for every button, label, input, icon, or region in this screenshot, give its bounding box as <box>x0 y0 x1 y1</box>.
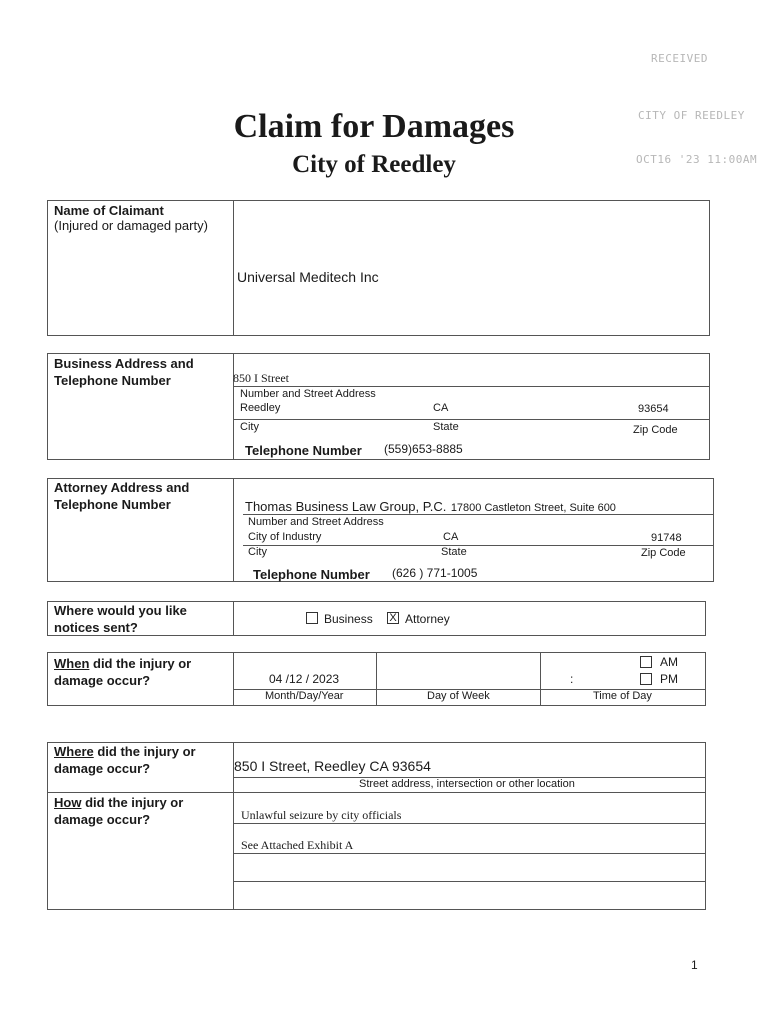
location-caption: Street address, intersection or other location <box>359 778 575 790</box>
notices-label-2: notices sent? <box>54 620 138 635</box>
page-subtitle: City of Reedley <box>292 151 456 178</box>
attorney-option-label: Attorney <box>405 612 450 626</box>
business-zip-caption: Zip Code <box>633 424 678 436</box>
when-word: When <box>54 656 90 671</box>
received-stamp: RECEIVED <box>651 52 708 65</box>
attorney-label-2: Telephone Number <box>54 497 171 512</box>
time-separator: : <box>570 672 574 686</box>
day-of-week-caption: Day of Week <box>427 690 490 702</box>
where-label-2: damage occur? <box>54 761 151 776</box>
how-line-2[interactable]: See Attached Exhibit A <box>241 838 354 852</box>
page-title: Claim for Damages <box>233 108 515 145</box>
attorney-firm[interactable]: Thomas Business Law Group, P.C. <box>245 499 447 514</box>
where-label-1 <box>54 743 196 760</box>
page-number: 1 <box>691 958 698 972</box>
city-stamp: CITY OF REEDLEY <box>638 109 745 122</box>
attorney-phone[interactable]: (626 ) 771-1005 <box>392 566 478 580</box>
attorney-phone-label: Telephone Number <box>253 567 370 582</box>
how-word: How <box>54 795 82 810</box>
attorney-street-caption: Number and Street Address <box>248 516 384 528</box>
pm-checkbox[interactable] <box>640 673 652 685</box>
injury-date[interactable]: 04 /12 / 2023 <box>269 672 340 686</box>
claimant-label: Name of Claimant <box>54 203 164 218</box>
attorney-city[interactable]: City of Industry <box>248 531 322 543</box>
business-checkbox[interactable] <box>306 612 318 624</box>
business-city[interactable]: Reedley <box>240 402 281 414</box>
business-state[interactable]: CA <box>433 402 449 414</box>
am-label: AM <box>660 655 678 669</box>
attorney-label-1: Attorney Address and <box>54 480 190 495</box>
business-city-caption: City <box>240 421 259 433</box>
date-caption: Month/Day/Year <box>265 690 344 702</box>
pm-label: PM <box>660 672 678 686</box>
time-caption: Time of Day <box>593 690 652 702</box>
attorney-state[interactable]: CA <box>443 531 459 543</box>
claimant-name[interactable]: Universal Meditech Inc <box>237 269 379 285</box>
when-label-rest: did the injury or <box>89 656 192 671</box>
attorney-address-line <box>245 498 616 516</box>
attorney-street[interactable]: 17800 Castleton Street, Suite 600 <box>450 502 616 514</box>
am-checkbox[interactable] <box>640 656 652 668</box>
attorney-city-caption: City <box>248 546 267 558</box>
attorney-state-caption: State <box>441 546 467 558</box>
date-stamp: OCT16 '23 11:00AM <box>636 153 758 166</box>
where-label-rest: did the injury or <box>93 744 196 759</box>
where-word: Where <box>54 744 94 759</box>
attorney-zip[interactable]: 91748 <box>651 532 682 544</box>
business-state-caption: State <box>433 421 459 433</box>
attorney-zip-caption: Zip Code <box>641 547 686 559</box>
injury-location[interactable]: 850 I Street, Reedley CA 93654 <box>234 758 431 774</box>
business-label-1: Business Address and <box>54 356 194 371</box>
business-street[interactable]: 850 I Street <box>233 371 289 385</box>
how-line-1[interactable]: Unlawful seizure by city officials <box>241 808 402 822</box>
claimant-sublabel: (Injured or damaged party) <box>54 218 208 233</box>
when-label-1 <box>54 655 191 672</box>
how-label-2: damage occur? <box>54 812 151 827</box>
business-label-2: Telephone Number <box>54 373 171 388</box>
how-label-rest: did the injury or <box>81 795 184 810</box>
business-phone-label: Telephone Number <box>245 443 362 458</box>
business-option-label: Business <box>324 612 373 626</box>
business-zip[interactable]: 93654 <box>638 403 669 415</box>
when-label-2: damage occur? <box>54 673 151 688</box>
business-street-caption: Number and Street Address <box>240 388 376 400</box>
notices-label-1: Where would you like <box>54 603 187 618</box>
how-label-1 <box>54 794 183 811</box>
attorney-checkbox[interactable]: X <box>387 612 399 624</box>
business-phone[interactable]: (559)653-8885 <box>384 442 463 456</box>
